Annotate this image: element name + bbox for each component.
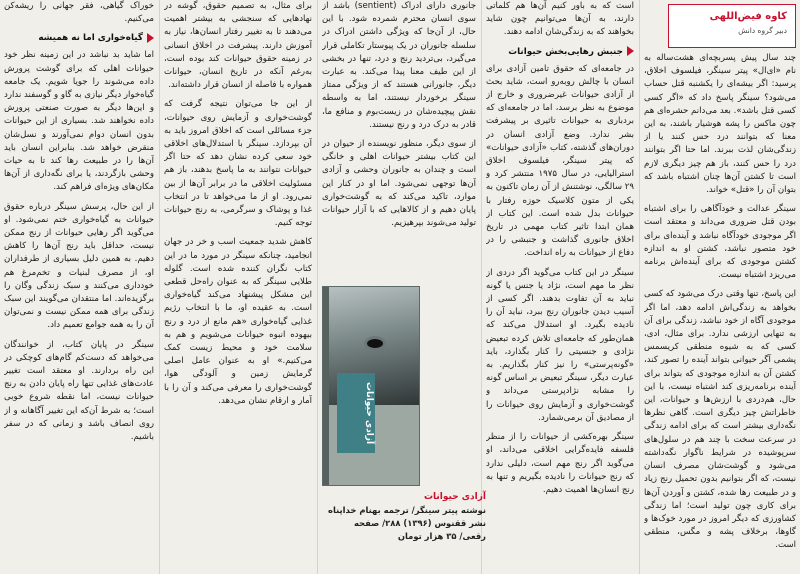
heading-marker-icon [627, 46, 634, 56]
paragraph: این پاسخ، تنها وقتی درک می‌شود که کسی بخواهد به زندگی‌اش ادامه دهد، اما اگر موجودی آگاه از خود نباشد، زندگی برای آن به تنهایی ارزشی ندارد. برای مثال، ادی، کسی که به شیوه منطقی کریسمس پشمی آگر حیوانی بتواند آینده را تصور کند، کشتن آن به اندازه موجودی که بتواند برای آینده برنامه‌ریزی کند اشتباه نیست، با این حال، هم‌دردی با ارزش‌ها و حیوانات، این خاطراتش چیز دیگری است. گاهی نظرها نگه‌داری بیشتر است که برای ادامه زندگی در سرعت سخت با چند هم در سلول‌های سرپوشیده در شرایط ناگوار نگه‌داشته می‌شود و گوشت‌شان مصرف انسان نیست، که اگر بتوانیم بدون تحمیل رنج زیاد و در طبیعت رها شده، کشتن و آوردن آن‌ها برای کاری چون تولید است؛ اما زندگی کشاورزی که دیگر امروز در مورد خوک‌ها و گاوها، برخلاف پشه و مگس، منطقی است. [644, 289, 796, 551]
paragraph: کاهش شدید جمعیت اسب و خر در جهان انجامید، چنانکه سینگر در مورد ما در این کتاب نگران کننده شده است. گلوله طلایی سینگر که به عنوان راه‌حل قطعی این مشکل پیشنهاد می‌کند گیاه‌خواری است. به عقیده او، ما با انتخاب رژیم غذایی گیاه‌خواری «هم مانع از درد و رنج بیهوده انبوه حیوانات می‌شویم و هم به سلامت خود و محیط زیست کمک می‌کنیم.» او به عنوان عامل اصلی گرمایش زمین و آلودگی هوا، گوشت‌خواری را معرفی می‌کند و آن را با آمار و ارقام نشان می‌دهد. [164, 237, 312, 406]
paragraph: سینگر در این کتاب می‌گوید اگر دردی از نظر ما مهم است، نژاد یا جنس یا گونه نباید به آن تفاوت بدهند. اگر کسی از آسیب دیدن جانوران رنج ببرد، نباید آن را نادیده بگیرد. او استدلال می‌کند که همان‌طور که جامعه‌ای تلاش کرده تبعیض نژادی و جنسیتی را کنار بگذارد، باید «گونه‌پرستی» را نیز کنار بگذاریم. به عبارت دیگر، سینگر تبعیض بر اساس گونه را مشابه نژادپرستی می‌داند و گوشت‌خواری و آزمایش روی حیوانات را از مصادیق آن برمی‌شمارد. [486, 267, 634, 423]
column-divider [639, 0, 640, 574]
dog-eye [367, 339, 383, 348]
heading-marker-icon [147, 33, 154, 43]
paragraph: سینگر بهره‌کشی از حیوانات را از منظر فلسفه فایده‌گرایی اخلاقی می‌داند، او می‌گوید اگر رنج مهم است، دلیلی ندارد که رنج حیوانات را نادیده بگیریم و تنها به رنج انسان‌ها اهمیت دهیم. [486, 432, 634, 495]
paragraph: از سوی دیگر، منظور نویسنده از حیوان در این کتاب بیشتر حیوانات اهلی و خانگی است و چندان به جانوران وحشی و آزادی آن‌ها توجهی نمی‌شود. اما او در کنار این موارد، تاکید می‌کند که به گوشت‌خواری پایان دهیم و از کالاهایی که با آزار حیوانات تولید می‌شوند بپرهیزیم. [322, 139, 476, 229]
column-divider [317, 0, 318, 574]
column-divider [159, 0, 160, 574]
column-3 [322, 0, 476, 282]
section-heading-text: جنبش رهایی‌بخش حیوانات [508, 46, 623, 57]
paragraph: چند سال پیش پسربچه‌ای هشت‌ساله به نام «ای‌ال» پیتر سینگر، فیلسوف اخلاق، پرسید: اگر بیشه‌ای را یکشنبه قتل حساب می‌شود؟ سینگر پاسخ داد که «اگر کسی کسی قتل باشد». بعد می‌دانم حشره‌ای هم چون ماکس را پشه هوشیار باشند، به این معنا که بتوانند درد حس کنند یا از زندگی‌شان لذت ببرند. اما حتا اگر بتوانند درد را حس کنند، باز هم چیز دیگری لازم است تا کشتن آن‌ها چنان اشتباه باشد که بتوان آن را «قتل» خواند. [644, 53, 796, 196]
paragraph: از این حال، پرسش سینگر درباره حقوق حیوانات به گیاه‌خواری ختم نمی‌شود. او می‌گوید اگر رهایی حیوانات از رنج ممکن نیست، حداقل باید رنج آن‌ها را کاهش دهیم. به همین دلیل بسیاری از طرفداران او، از مصرف لبنیات و تخم‌مرغ هم خودداری می‌کنند و سبک زندگی وگان را برگزیده‌اند. اما منتقدان می‌گویند این سبک زندگی برای همه ممکن نیست و نمی‌توان آن را به همه جوامع تعمیم داد. [4, 201, 154, 331]
column-2 [486, 0, 634, 574]
paragraph: در جامعه‌ای که حقوق تامین آزادی برای انسان با چالش روبه‌رو است، شاید بحث از آزادی حیوانات غیرضروری و خارج از موضوع به نظر برسد، اما در جامعه‌ای که بردباری به حیوانات تاثیری بر پیشرفت بشر ندارد. وضع آزادی انسان در دوران‌های گذشته، کتاب «آزادی حیوانات» که پیتر سینگر، فیلسوف اخلاق استرالیایی، در سال ۱۹۷۵ منتشر کرد و ۲۹ سالگی، نوشتنش از آن زمان تاکنون به یکی از متون کلاسیک حوزه رفتار با حیوانات بدل شده است. این کتاب از همان ابتدا تاثیر کتاب مهمی در تاریخ اخلاق جانوری گذاشت و جنبشی را در دفاع از حیوانات به راه انداخت. [486, 63, 634, 259]
book-spine [323, 287, 329, 486]
cover-title: آزادی حیوانات [337, 373, 375, 453]
author-box [668, 4, 796, 48]
paragraph: سینگر عدالت و خودآگاهی را برای اشتباه بودن قتل ضروری می‌داند و معتقد است اگر موجودی خودآگاه نباشد و آینده‌ای برای خود متصور نباشد، کشتن او به اندازه کشتن موجودی که برای آینده‌اش برنامه می‌ریزد اشتباه نیست. [644, 204, 796, 281]
book-cover-image [322, 286, 420, 486]
book-caption [322, 490, 486, 543]
author-role: دبیر گروه دانش [738, 26, 787, 35]
section-heading [486, 46, 634, 59]
section-heading [4, 32, 154, 45]
paragraph: است که به باور کنیم آن‌ها هم کلماتی دارند، به آن‌ها می‌توانیم چون شاید بخواهند که به زندگی‌شان ادامه دهند. [486, 1, 634, 38]
book-caption-line: نوشته پیتر سینگر/ ترجمه بهنام خداپناه [328, 505, 486, 515]
book-caption-title: آزادی حیوانات [423, 492, 486, 502]
paragraph: برای مثال، به تصمیم حقوق، گوشه در نهادهایی که سنجشی به بیشتر اهمیت می‌دهند تا به تغییر رفتار انسان‌ها، نیاز به آموزش دارند. پیشرفت در اخلاق انسانی در زمینه حقوق حیوانات کند بوده است، به‌رغم آنکه در تاریخ انسان، حیوانات همواره با فاصله از انسان قرار داشته‌اند. [164, 1, 312, 91]
author-name: کاوه فیض‌اللهی [709, 11, 787, 22]
book-caption-line: رقعی/ ۳۵ هزار تومان [397, 531, 486, 541]
paragraph: سینگر در پایان کتاب، از خوانندگان می‌خواهد که دست‌کم گام‌های کوچکی در این راه بردارند. او معتقد است تغییر عادت‌های غذایی تنها راه پایان دادن به رنج حیوانات نیست، اما نقطه شروع خوبی است؛ به شرط آن‌که این تغییر آگاهانه و از روی انصاف باشد و زمانی که در سفر باشیم. [4, 339, 154, 443]
column-5 [4, 0, 154, 574]
paragraph: جانوری دارای ادراک (sentient) باشد از سوی انسان محترم شمرده شود. با این حال، از آن‌جا که ویژگی داشتن ادراک در سلسله جانوران در یک پیوستار تکاملی قرار می‌گیرد، بی‌تردید رنج و درد، تنها در بخشی از این طیف معنا پیدا می‌کند. به عبارت دیگر، جانورانی هستند که از ویژگی ممتاز سینگر برخوردار نیستند، اما به واسطه نقش پیچیده‌شان در زیست‌بوم و منافع ما، قادر به درک درد و رنج نیستند. [322, 1, 476, 130]
book-caption-line: نشر ققنوس (۱۳۹۶) ۲۸۸/ صفحه [353, 518, 486, 528]
paragraph: خوراک گیاهی، فقر جهانی را ریشه‌کن می‌کنیم. [4, 1, 154, 25]
column-4 [164, 0, 312, 574]
paragraph: از این جا می‌توان نتیجه گرفت که گوشت‌خواری و آزمایش روی حیوانات، جزء مسائلی است که اخلاق امروز باید به آن بپردازد. سینگر با استدلال‌های اخلاقی خود سعی کرده نشان دهد که حتا اگر حیوانات نتوانند به ما پاسخ بدهند، باز هم مسئولیت اخلاقی ما در برابر آن‌ها از بین نمی‌رود. او از ما می‌خواهد تا در انتخاب غذا و پوشاک و سرگرمی، به رنج حیوانات توجه کنیم. [164, 99, 312, 229]
paragraph: اما شاید بد نباشد در این زمینه نظر خود حیوانات اهلی که برای گوشت پرورش داده می‌شوند را جویا شویم. یک جامعه گیاه‌خوار دیگر نیازی به گاو و گوسفند ندارد و این‌ها دیگر به صورت صنعتی پرورش داده نخواهند شد. بسیاری از این حیوانات بدون انسان دوام نمی‌آورند و نسل‌شان منقرض خواهد شد. بنابراین انسان باید آن‌ها را در طبیعت رها کند تا به حیات وحشی بازگردند، یا برای نگه‌داری از آن‌ها مکان‌های ویژه‌ای فراهم کند. [4, 50, 154, 193]
column-divider [481, 0, 482, 574]
column-1 [644, 52, 796, 574]
section-heading-text: گیاه‌خواری اما نه همیشه [38, 33, 143, 44]
